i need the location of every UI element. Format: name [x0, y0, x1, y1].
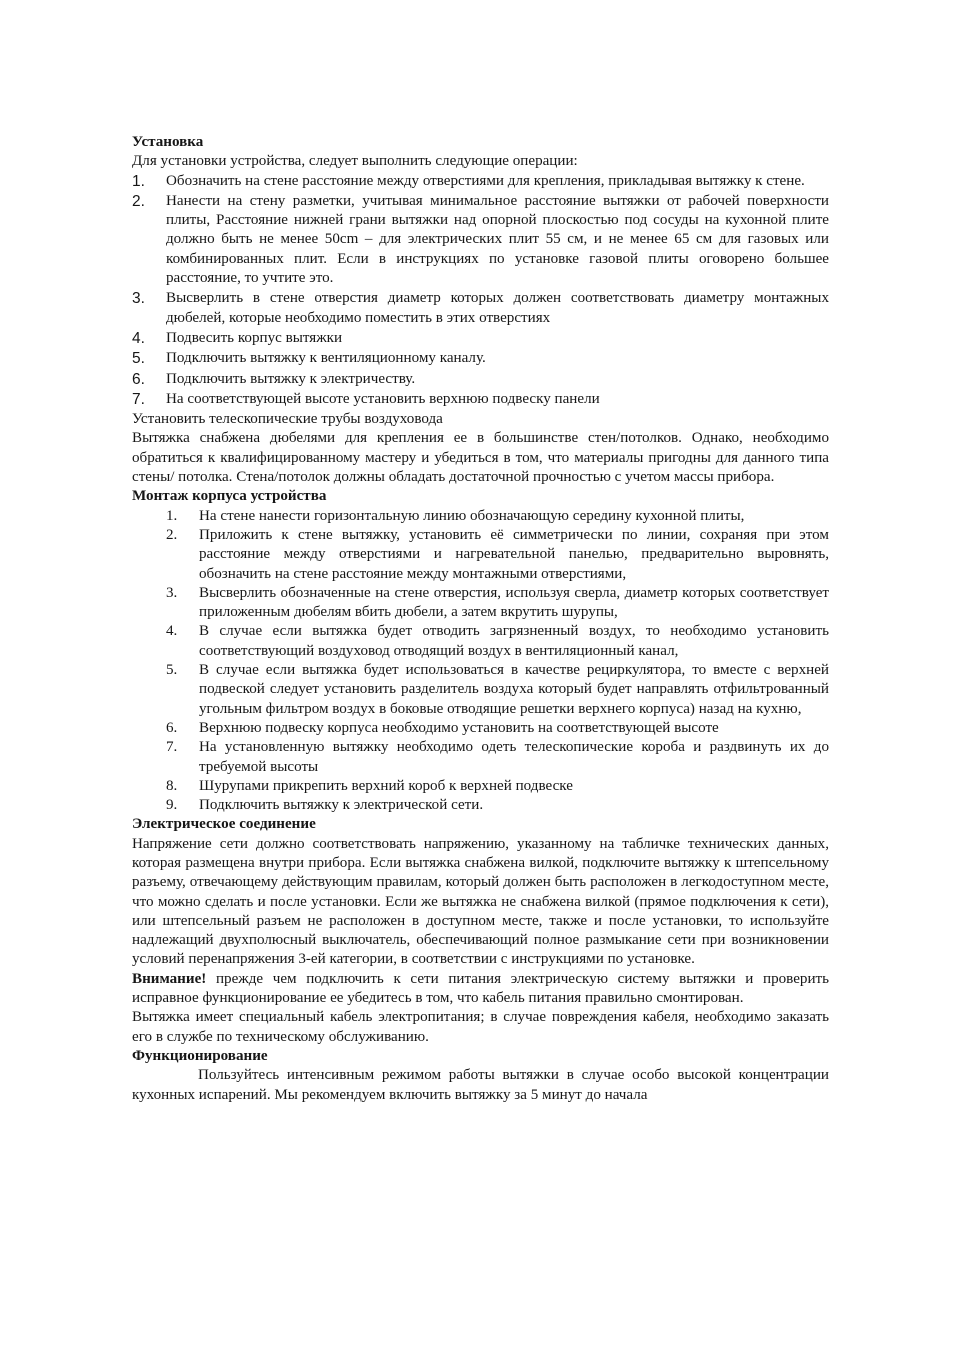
mount-step	[132, 738, 829, 777]
mount-step-number: 3.	[166, 584, 178, 601]
warning-label: Внимание!	[132, 970, 207, 987]
install-step-text: Обозначить на стене расстояние между отверстиями для крепления, прикладывая вытяжку к стене.	[166, 172, 805, 189]
mount-step	[132, 507, 829, 526]
mount-step-number: 4.	[166, 623, 178, 640]
install-step-text: Подвесить корпус вытяжки	[166, 329, 343, 346]
mount-step-number: 8.	[166, 777, 178, 794]
install-step-number: 3.	[132, 290, 145, 308]
mount-step-text: В случае если вытяжка будет использоваться в качестве рециркулятора, то вместе с верхней подвеской следует установить разделитель воздуха который будет направлять отфильтрованный угольным фильтром воздух в боковые отводящие решетки верхнего корпуса) назад на кухню,	[199, 662, 829, 717]
mount-step	[132, 777, 829, 796]
mount-step-text: Шурупами прикрепить верхний короб к верхней подвеске	[199, 777, 573, 794]
install-step	[132, 289, 829, 328]
install-dowels-note: Вытяжка снабжена дюбелями для крепления ее в большинстве стен/потолков. Однако, необходимо обратиться к квалифицированному мастеру и убедиться в том, что материалы пригодны для данного типа стены/ потолка. Стена/потолок должны обладать достаточной прочностью с учетом массы прибора.	[132, 430, 829, 486]
mount-step	[132, 622, 829, 661]
install-step	[132, 172, 829, 191]
mount-step-number: 2.	[166, 526, 178, 543]
mount-step-text: На стене нанести горизонтальную линию обозначающую середину кухонной плиты,	[199, 507, 745, 524]
mount-step-text: Высверлить обозначенные на стене отверстия, используя сверла, диаметр которых соответствует приложенным дюбелям вбить дюбели, а затем вкрутить шурупы,	[199, 584, 829, 621]
install-step-text: Высверлить в стене отверстия диаметр которых должен соответствовать диаметру монтажных дюбелей, которые необходимо поместить в этих отверстиях	[166, 290, 829, 326]
warning-text: прежде чем подключить к сети питания электрическую систему вытяжки и проверить исправное функционирование ее убедитесь в том, что кабель питания правильно смонтирован.	[132, 970, 829, 1007]
mount-step-number: 9.	[166, 797, 178, 814]
section-title-install: Установка	[132, 134, 204, 150]
section-title-mount: Монтаж корпуса устройства	[132, 488, 327, 505]
install-step-text: Подключить вытяжку к вентиляционному каналу.	[166, 350, 486, 367]
mount-step-text: Приложить к стене вытяжку, установить её симметрически по линии, сохраняя при этом расстояние между отверстиями и нагревательной панелью, предварительно выровнять, обозначить на стене расстояние между монтажными отверстиями,	[199, 526, 829, 582]
section-title-electric: Электрическое соединение	[132, 816, 316, 833]
install-step	[132, 370, 829, 389]
install-step	[132, 390, 829, 409]
mount-step	[132, 796, 829, 815]
mount-step	[132, 526, 829, 584]
install-step	[132, 349, 829, 368]
mount-step-text: Подключить вытяжку к электрической сети.	[199, 797, 484, 814]
install-step-number: 2.	[132, 192, 145, 210]
install-step-number: 5.	[132, 350, 145, 368]
install-step-text: На соответствующей высоте установить верхнюю подвеску панели	[166, 390, 600, 407]
install-step	[132, 329, 829, 348]
mount-step-number: 6.	[166, 719, 178, 736]
mount-step-text: На установленную вытяжку необходимо одеть телескопические короба и раздвинуть их до требуемой высоты	[199, 739, 829, 775]
install-steps-list	[132, 172, 829, 410]
mount-step-number: 1.	[166, 507, 178, 524]
mount-steps-list	[132, 507, 829, 816]
mount-step	[132, 719, 829, 738]
install-step-number: 6.	[132, 370, 145, 388]
install-step-text: Нанести на стену разметки, учитывая минимальное расстояние вытяжки от рабочей поверхности плиты, Расстояние нижней грани вытяжки над опорной плоскостью под сосуды на кухонной плите должно быть не менее 50cm – для электрических плит 55 см, и не менее 65 см для газовых или комбинированных плит. Если в инструкциях по установке газовой плиты оговорено большее расстояние, то учтите это.	[166, 192, 829, 287]
electric-paragraph: Напряжение сети должно соответствовать напряжению, указанному на табличке технических данных, которая размещена внутри прибора. Если вытяжка снабжена вилкой, подключите вытяжку к штепсельному разъему, отвечающему действующим правилам, который должен быть расположен в легкодоступном месте, что можно сделать и после установки. Если же вытяжка не снабжена вилкой (прямое подключения к сети), или штепсельный разъем не расположен в доступном месте, также и после установки, то используйте надлежащий двухполюсный выключатель, обеспечивающий полное размыкание сети при возникновении условий перенапряжения 3-ей категории, в соответствии с инструкциями по установке.	[132, 835, 829, 968]
mount-step	[132, 661, 829, 719]
install-step-number: 7.	[132, 390, 145, 408]
install-intro: Для установки устройства, следует выполнить следующие операции:	[132, 153, 578, 170]
mount-step-text: Верхнюю подвеску корпуса необходимо установить на соответствующей высоте	[199, 719, 719, 736]
operation-paragraph: Пользуйтесь интенсивным режимом работы вытяжки в случае особо высокой концентрации кухонных испарений. Мы рекомендуем включить вытяжку за 5 минут до начала	[132, 1067, 829, 1103]
install-step	[132, 192, 829, 288]
install-step-number: 4.	[132, 329, 145, 347]
install-telescopic: Установить телескопические трубы воздуховода	[132, 411, 443, 428]
mount-step-number: 5.	[166, 662, 178, 679]
section-title-operation: Функционирование	[132, 1047, 268, 1064]
mount-step	[132, 584, 829, 623]
install-step-text: Подключить вытяжку к электричеству.	[166, 370, 416, 387]
mount-step-text: В случае если вытяжка будет отводить загрязненный воздух, то необходимо установить соответствующий воздуховод отводящий воздух в вентиляционный канал,	[199, 623, 829, 659]
electric-cable-note: Вытяжка имеет специальный кабель электропитания; в случае повреждения кабеля, необходимо заказать его в службе по техническому обслуживанию.	[132, 1009, 829, 1045]
electric-warning	[132, 970, 829, 1009]
mount-step-number: 7.	[166, 739, 178, 756]
install-step-number: 1.	[132, 172, 145, 190]
document-page	[132, 133, 829, 1105]
